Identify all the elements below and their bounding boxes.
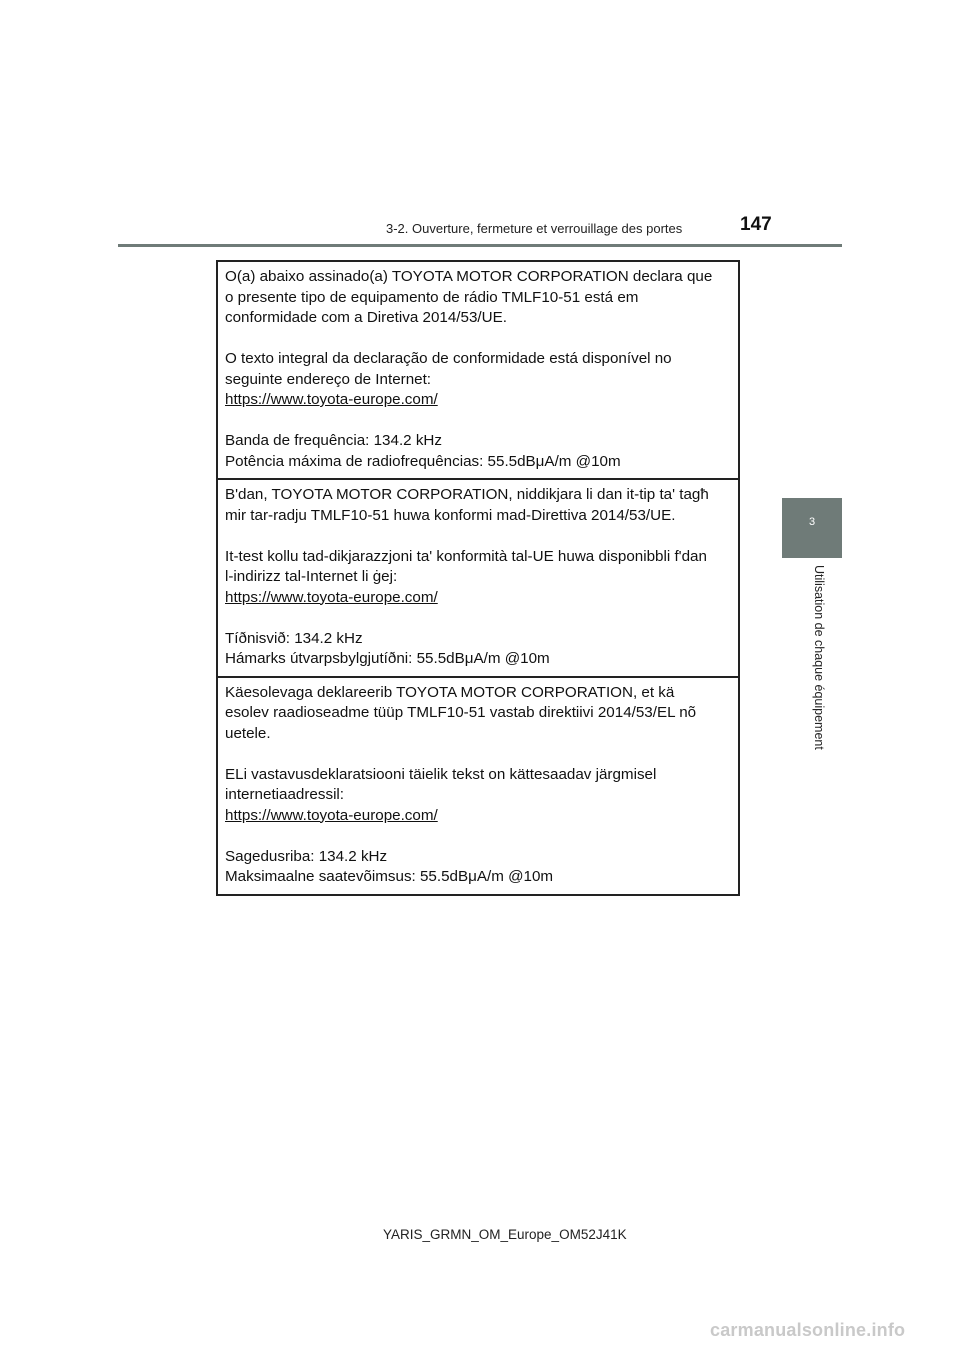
frequency-band: Sagedusriba: 134.2 kHz [225, 847, 388, 865]
max-power: Maksimaalne saatevõimsus: 55.5dBμA/m @10m [225, 868, 554, 885]
max-power: Hámarks útvarpsbylgjutíðni: 55.5dBμA/m @10m [225, 650, 550, 667]
chapter-number: 3 [808, 516, 816, 528]
chapter-tab [782, 498, 842, 558]
text-line: Käesolevaga deklareerib TOYOTA MOTOR CORPORATION, et kä [225, 683, 675, 701]
declaration-statement [225, 485, 730, 526]
site-watermark: carmanualsonline.info [710, 1320, 906, 1340]
footer-model-code: YARIS_GRMN_OM_Europe_OM52J41K [383, 1227, 627, 1242]
frequency-band: Tíðnisvið: 134.2 kHz [225, 629, 363, 647]
text-line: O(a) abaixo assinado(a) TOYOTA MOTOR CORPORATION declara que [225, 268, 713, 285]
declaration-statement [225, 267, 730, 329]
declaration-specs [225, 629, 730, 670]
frequency-band: Banda de frequência: 134.2 kHz [225, 432, 442, 449]
text-line: uetele. [225, 724, 271, 742]
declaration-box [216, 260, 740, 896]
declaration-availability [225, 547, 730, 609]
text-line: l-indirizz tal-Internet li ġej: [225, 568, 398, 585]
toyota-europe-link[interactable]: https://www.toyota-europe.com/ [225, 588, 438, 606]
chapter-title: Utilisation de chaque équipement [812, 565, 826, 750]
text-line: conformidade com a Diretiva 2014/53/UE. [225, 309, 507, 326]
declaration-availability [225, 765, 730, 827]
header-divider [118, 244, 842, 247]
text-line: mir tar-radju TMLF10-51 huwa konformi mad-Direttiva 2014/53/UE. [225, 506, 676, 524]
text-line: B'dan, TOYOTA MOTOR CORPORATION, niddikjara li dan it-tip ta' tagħ [225, 486, 709, 503]
text-line: esolev raadioseadme tüüp TMLF10-51 vastab direktiivi 2014/53/EL nõ [225, 704, 697, 721]
text-line: It-test kollu tad-dikjarazzjoni ta' konformità tal-UE huwa disponibbli f'dan [225, 547, 707, 565]
declaration-specs [225, 431, 730, 472]
declaration-portuguese [218, 262, 738, 478]
declaration-specs [225, 847, 730, 888]
declaration-availability [225, 349, 730, 411]
declaration-maltese [218, 478, 738, 676]
declaration-statement [225, 683, 730, 745]
page-number: 147 [740, 214, 772, 235]
max-power: Potência máxima de radiofrequências: 55.5dBμA/m @10m [225, 452, 621, 470]
text-line: o presente tipo de equipamento de rádio TMLF10-51 está em [225, 288, 639, 306]
text-line: seguinte endereço de Internet: [225, 370, 432, 388]
declaration-estonian [218, 676, 738, 894]
section-title: 3-2. Ouverture, fermeture et verrouillage des portes [386, 221, 683, 236]
toyota-europe-link[interactable]: https://www.toyota-europe.com/ [225, 391, 438, 408]
text-line: internetiaadressil: [225, 786, 345, 803]
text-line: ELi vastavusdeklaratsiooni täielik tekst on kättesaadav järgmisel [225, 765, 657, 783]
toyota-europe-link[interactable]: https://www.toyota-europe.com/ [225, 806, 438, 824]
text-line: O texto integral da declaração de conformidade está disponível no [225, 350, 672, 367]
